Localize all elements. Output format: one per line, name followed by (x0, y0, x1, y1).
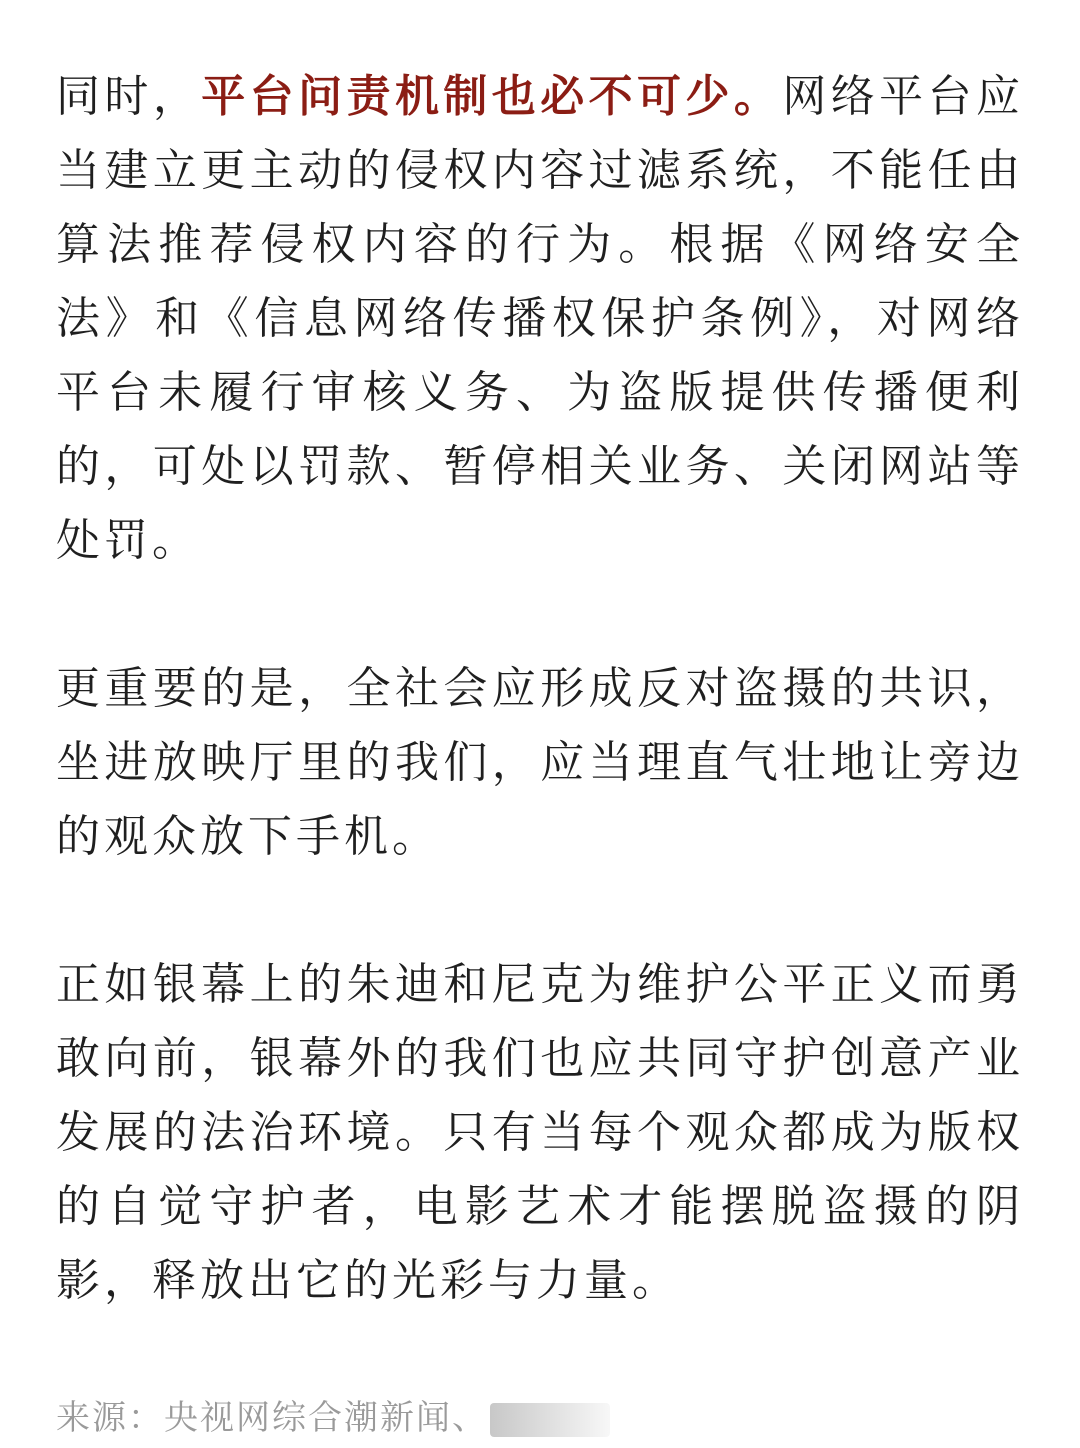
paragraph-platform-accountability (56, 60, 1024, 578)
paragraph-text: 正如银幕上的朱迪和尼克为维护公平正义而勇敢向前，银幕外的我们也应共同守护创意产业发展的法治环境。只有当每个观众都成为版权的自觉守护者，电影艺术才能摆脱盗摄的阴影，释放出它的光彩与力量。 (56, 959, 1024, 1306)
emphasis-text: 平台问责机制也必不可少。 (201, 71, 783, 122)
paragraph-conclusion (56, 948, 1024, 1318)
article-body (56, 60, 1024, 1318)
source-line (56, 1388, 610, 1448)
paragraph-text: 网络平台应当建立更主动的侵权内容过滤系统，不能任由算法推荐侵权内容的行为。根据《网络安全法》和《信息网络传播权保护条例》，对网络平台未履行审核义务、为盗版提供传播便利的，可处以罚款、暂停相关业务、关闭网站等处罚。 (56, 71, 1025, 566)
paragraph-text: 更重要的是，全社会应形成反对盗摄的共识，坐进放映厅里的我们，应当理直气壮地让旁边的观众放下手机。 (56, 663, 1024, 862)
faded-text-overlay (490, 1403, 610, 1437)
paragraph-social-consensus (56, 652, 1024, 874)
paragraph-prefix: 同时， (56, 71, 202, 122)
source-label: 来源：央视网综合潮新闻、 (56, 1398, 488, 1438)
